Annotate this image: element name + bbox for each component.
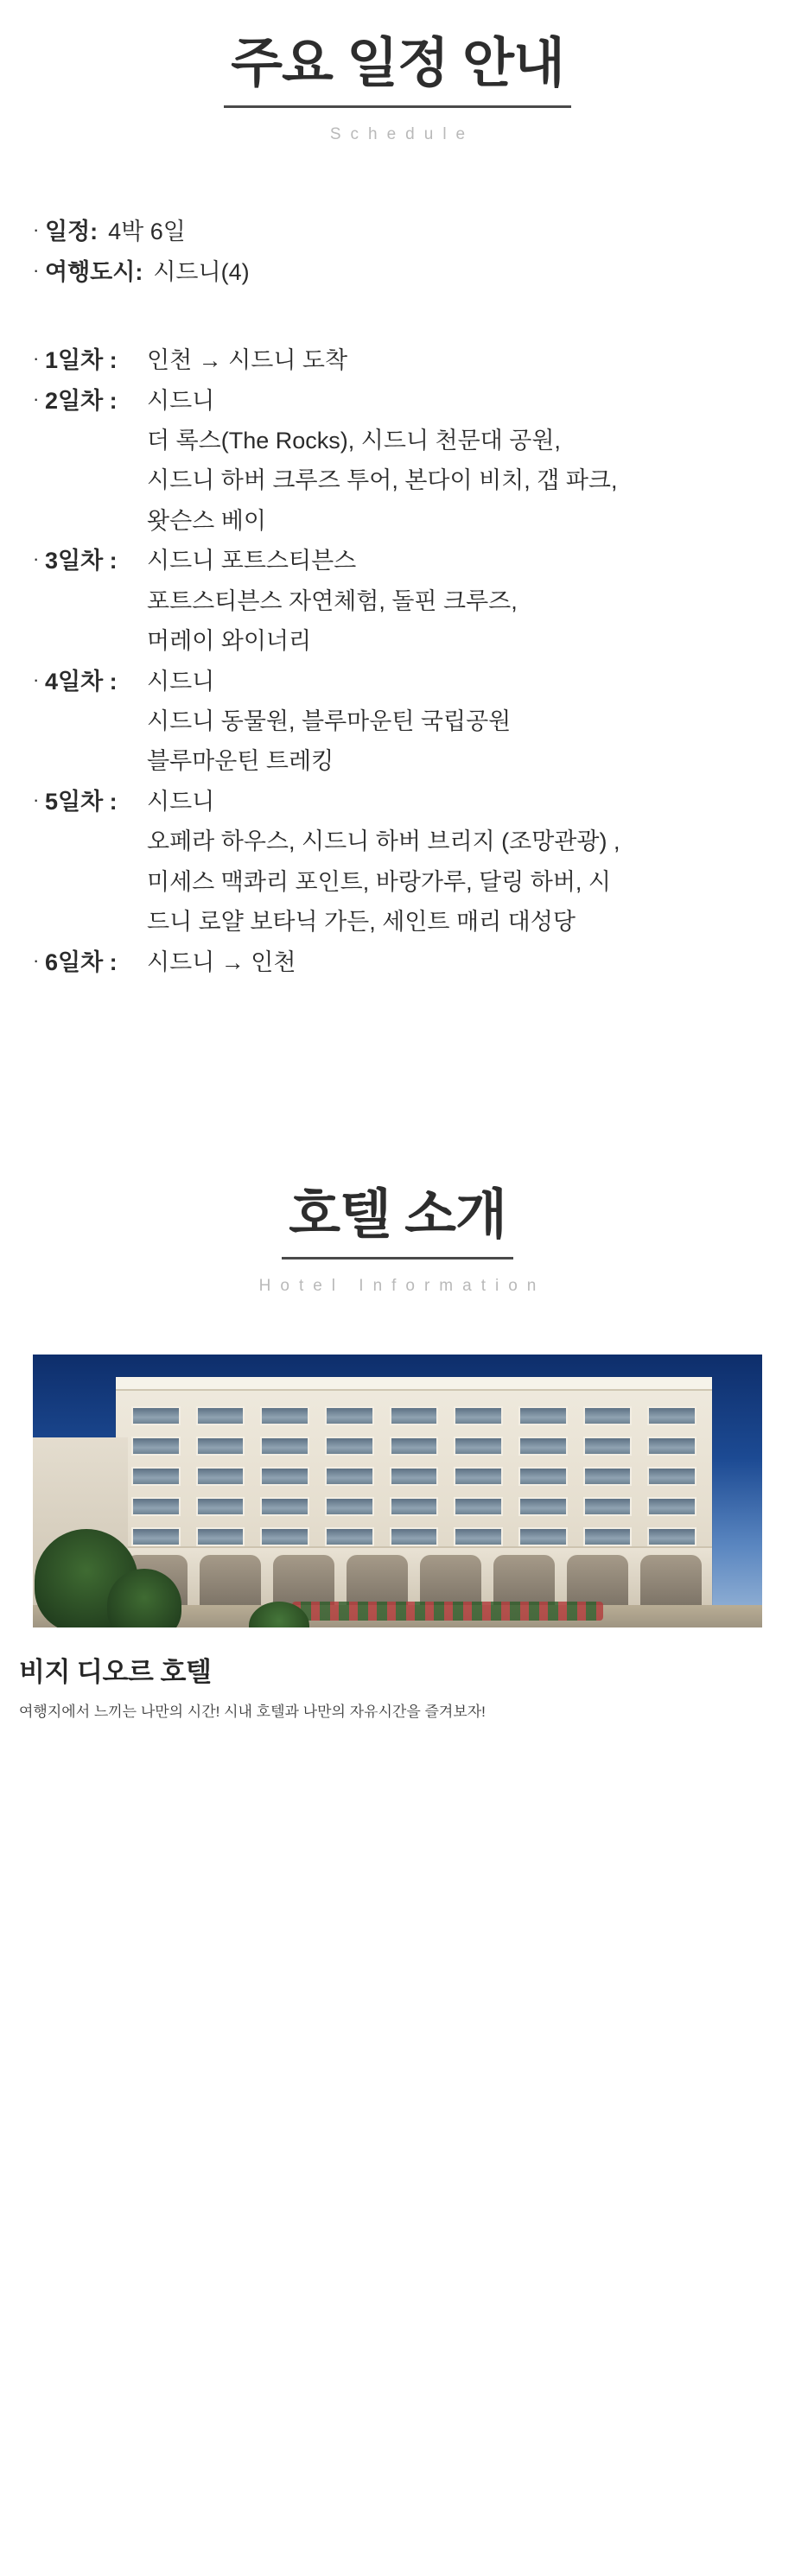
day-detail-line: 드니 로얄 보타닉 가든, 세인트 매리 대성당 (147, 909, 576, 936)
photo-window (196, 1497, 245, 1516)
bullet-icon: · (33, 548, 40, 570)
day-detail-line: 포트스티븐스 자연체험, 돌핀 크루즈, (147, 587, 518, 614)
day-detail (147, 662, 760, 782)
photo-window (390, 1497, 439, 1516)
photo-window (390, 1437, 439, 1456)
schedule-day-2 (33, 381, 760, 542)
photo-window (518, 1497, 568, 1516)
day-detail (147, 541, 760, 661)
photo-window (325, 1437, 374, 1456)
schedule-subtitle: Schedule (329, 125, 475, 144)
bullet-icon: · (33, 258, 40, 281)
photo-window (583, 1437, 633, 1456)
photo-window (454, 1437, 503, 1456)
photo-arch (640, 1555, 702, 1605)
photo-window (454, 1527, 503, 1546)
photo-window (390, 1527, 439, 1546)
day-detail-line: 시드니 → 인천 (147, 949, 296, 975)
photo-arch (200, 1555, 261, 1605)
day-detail-line: 시드니 (147, 668, 215, 695)
photo-arch (273, 1555, 334, 1605)
photo-window (131, 1406, 181, 1425)
photo-window (390, 1467, 439, 1486)
photo-window (518, 1527, 568, 1546)
schedule-day-1 (33, 340, 760, 380)
day-detail-line: 시드니 (147, 788, 215, 815)
photo-window (518, 1467, 568, 1486)
photo-window (583, 1406, 633, 1425)
photo-window (131, 1437, 181, 1456)
photo-window (583, 1467, 633, 1486)
photo-flowerbed (292, 1602, 603, 1621)
photo-roof-cornice (116, 1377, 712, 1391)
day-detail-line: 시드니 포트스티븐스 (147, 548, 357, 574)
photo-window (325, 1497, 374, 1516)
photo-window (196, 1467, 245, 1486)
day-label: 2일차 : (45, 387, 118, 414)
day-detail-line: 인천 → 시드니 도착 (147, 347, 348, 374)
photo-window (131, 1527, 181, 1546)
photo-window (647, 1527, 696, 1546)
day-detail-line: 시드니 (147, 387, 215, 414)
photo-window-grid (131, 1406, 696, 1546)
hotel-name: 비지 디오르 호텔 (19, 1657, 212, 1688)
photo-window (131, 1497, 181, 1516)
photo-window (518, 1437, 568, 1456)
photo-window (260, 1527, 309, 1546)
photo-window (647, 1467, 696, 1486)
photo-building-base (116, 1546, 712, 1610)
photo-window (583, 1527, 633, 1546)
photo-window (131, 1467, 181, 1486)
info-label: 일정: (45, 219, 99, 245)
day-detail-line: 시드니 하버 크루즈 투어, 본다이 비치, 갭 파크, (147, 467, 618, 494)
photo-arch (493, 1555, 555, 1605)
schedule-section-header (0, 0, 795, 144)
photo-window (454, 1467, 503, 1486)
day-detail-line: 왓슨스 베이 (147, 507, 266, 534)
photo-hotel-building (116, 1377, 712, 1610)
photo-window (196, 1406, 245, 1425)
day-detail (147, 381, 760, 542)
page-title: 주요 일정 안내 (224, 35, 571, 108)
day-label: 4일차 : (45, 668, 118, 695)
schedule-day-6 (33, 942, 760, 982)
photo-window (325, 1467, 374, 1486)
photo-window (647, 1437, 696, 1456)
photo-window (196, 1527, 245, 1546)
info-value: 4박 6일 (108, 219, 186, 245)
photo-window (260, 1467, 309, 1486)
bullet-icon: · (33, 949, 40, 971)
photo-arch (347, 1555, 408, 1605)
photo-window (518, 1406, 568, 1425)
hotel-description: 여행지에서 느끼는 나만의 시간! 시내 호텔과 나만의 자유시간을 즐겨보자! (19, 1704, 486, 1721)
day-detail-line: 머레이 와이너리 (147, 628, 312, 655)
day-detail (147, 782, 760, 942)
hotel-section-header (0, 1152, 795, 1296)
info-value: 시드니(4) (153, 258, 250, 285)
day-detail-line: 시드니 동물원, 블루마운틴 국립공원 (147, 708, 512, 734)
day-detail-line: 블루마운틴 트레킹 (147, 748, 334, 775)
day-detail (147, 942, 760, 982)
photo-window (325, 1527, 374, 1546)
photo-window (647, 1497, 696, 1516)
spacer (33, 292, 760, 340)
photo-window (454, 1406, 503, 1425)
day-detail-line: 미세스 맥콰리 포인트, 바랑가루, 달링 하버, 시 (147, 868, 611, 895)
bullet-icon: · (33, 788, 40, 810)
day-label: 5일차 : (45, 788, 118, 815)
schedule-day-4 (33, 662, 760, 782)
bullet-icon: · (33, 387, 40, 409)
schedule-day-5 (33, 782, 760, 942)
day-detail-line: 더 록스(The Rocks), 시드니 천문대 공원, (147, 427, 561, 454)
photo-arch (567, 1555, 628, 1605)
schedule-day-3 (33, 541, 760, 661)
day-label: 1일차 : (45, 347, 118, 374)
photo-window (325, 1406, 374, 1425)
photo-arch (420, 1555, 481, 1605)
schedule-list (0, 212, 795, 982)
hotel-section (0, 1152, 795, 1758)
day-label: 6일차 : (45, 949, 118, 975)
photo-window (260, 1437, 309, 1456)
schedule-info-duration (33, 212, 760, 251)
hotel-exterior-photo (33, 1355, 762, 1627)
hotel-section-title: 호텔 소개 (282, 1186, 513, 1259)
photo-arcade (126, 1555, 702, 1605)
photo-window (454, 1497, 503, 1516)
day-label: 3일차 : (45, 548, 118, 574)
info-label: 여행도시: (45, 258, 143, 285)
bullet-icon: · (33, 347, 40, 370)
photo-window (260, 1406, 309, 1425)
day-detail-line: 오페라 하우스, 시드니 하버 브리지 (조망관광) , (147, 828, 620, 855)
bullet-icon: · (33, 219, 40, 241)
schedule-info-cities (33, 252, 760, 292)
photo-window (196, 1437, 245, 1456)
hotel-subtitle: Hotel Information (258, 1277, 546, 1296)
photo-window (390, 1406, 439, 1425)
day-detail (147, 340, 760, 380)
photo-window (647, 1406, 696, 1425)
photo-window (260, 1497, 309, 1516)
bullet-icon: · (33, 668, 40, 690)
photo-window (583, 1497, 633, 1516)
